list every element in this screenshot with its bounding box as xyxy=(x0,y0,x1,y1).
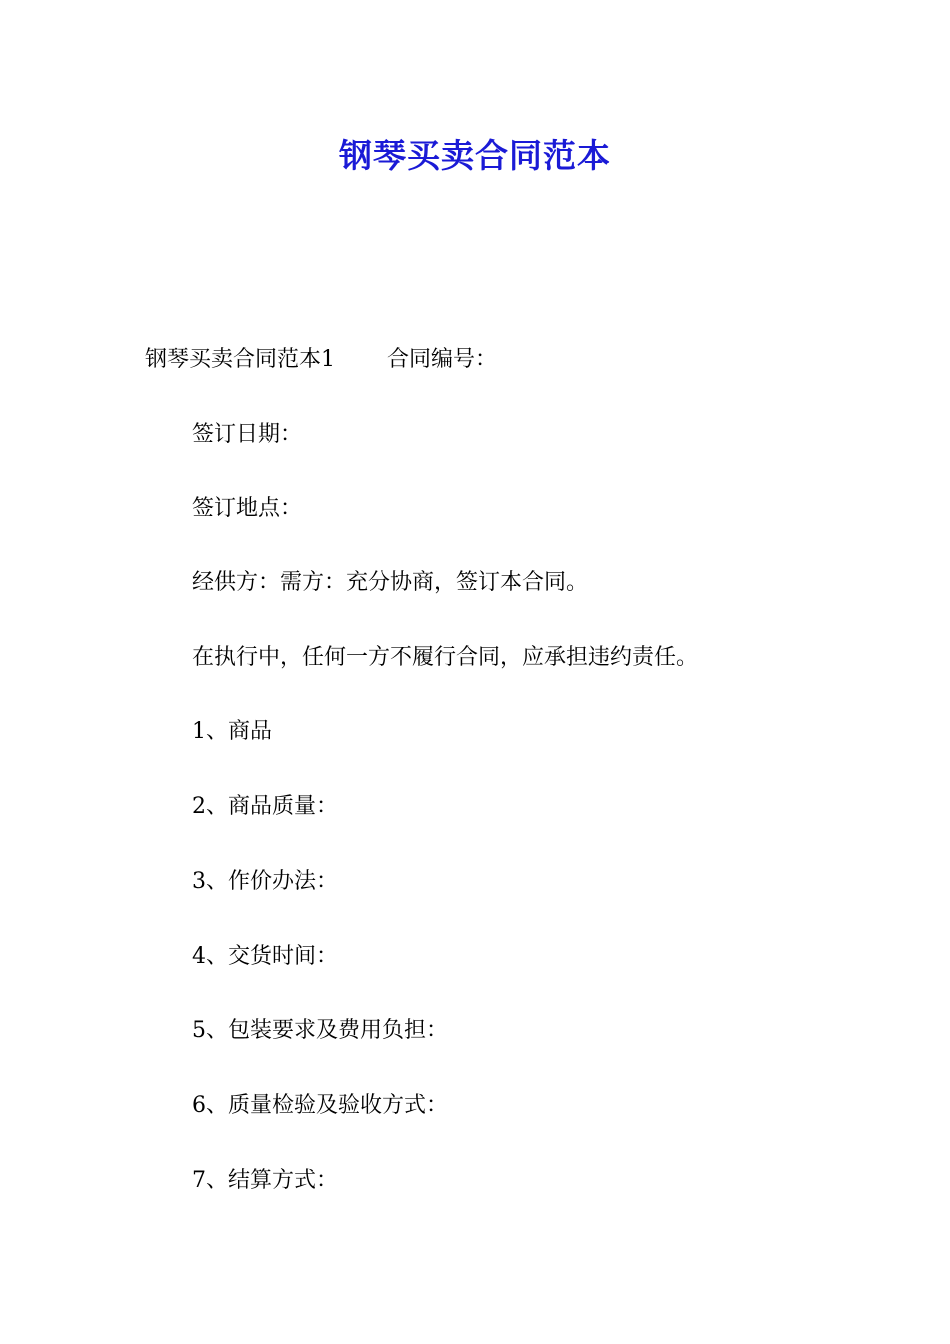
sign-place-line: 签订地点： xyxy=(192,496,303,521)
document-title: 钢琴买卖合同范本 xyxy=(339,136,611,175)
clause-6-inspection: 6、质量检验及验收方式： xyxy=(192,1093,448,1118)
clause-3-pricing: 3、作价办法： xyxy=(192,869,338,894)
clause-2-quality: 2、商品质量： xyxy=(192,794,338,819)
clause-1-product: 1、商品 xyxy=(192,719,272,744)
contract-heading: 钢琴买卖合同范本1 xyxy=(145,347,335,372)
contract-heading-line xyxy=(145,345,497,375)
liability-line: 在执行中，任何一方不履行合同，应承担违约责任。 xyxy=(192,645,699,670)
parties-agreement-line: 经供方：需方：充分协商，签订本合同。 xyxy=(192,570,589,595)
clause-4-delivery-time: 4、交货时间： xyxy=(192,944,338,969)
contract-number-label: 合同编号： xyxy=(387,347,498,372)
sign-date-line: 签订日期： xyxy=(192,422,303,447)
clause-5-packaging: 5、包装要求及费用负担： xyxy=(192,1018,448,1043)
clause-7-settlement: 7、结算方式： xyxy=(192,1168,338,1193)
